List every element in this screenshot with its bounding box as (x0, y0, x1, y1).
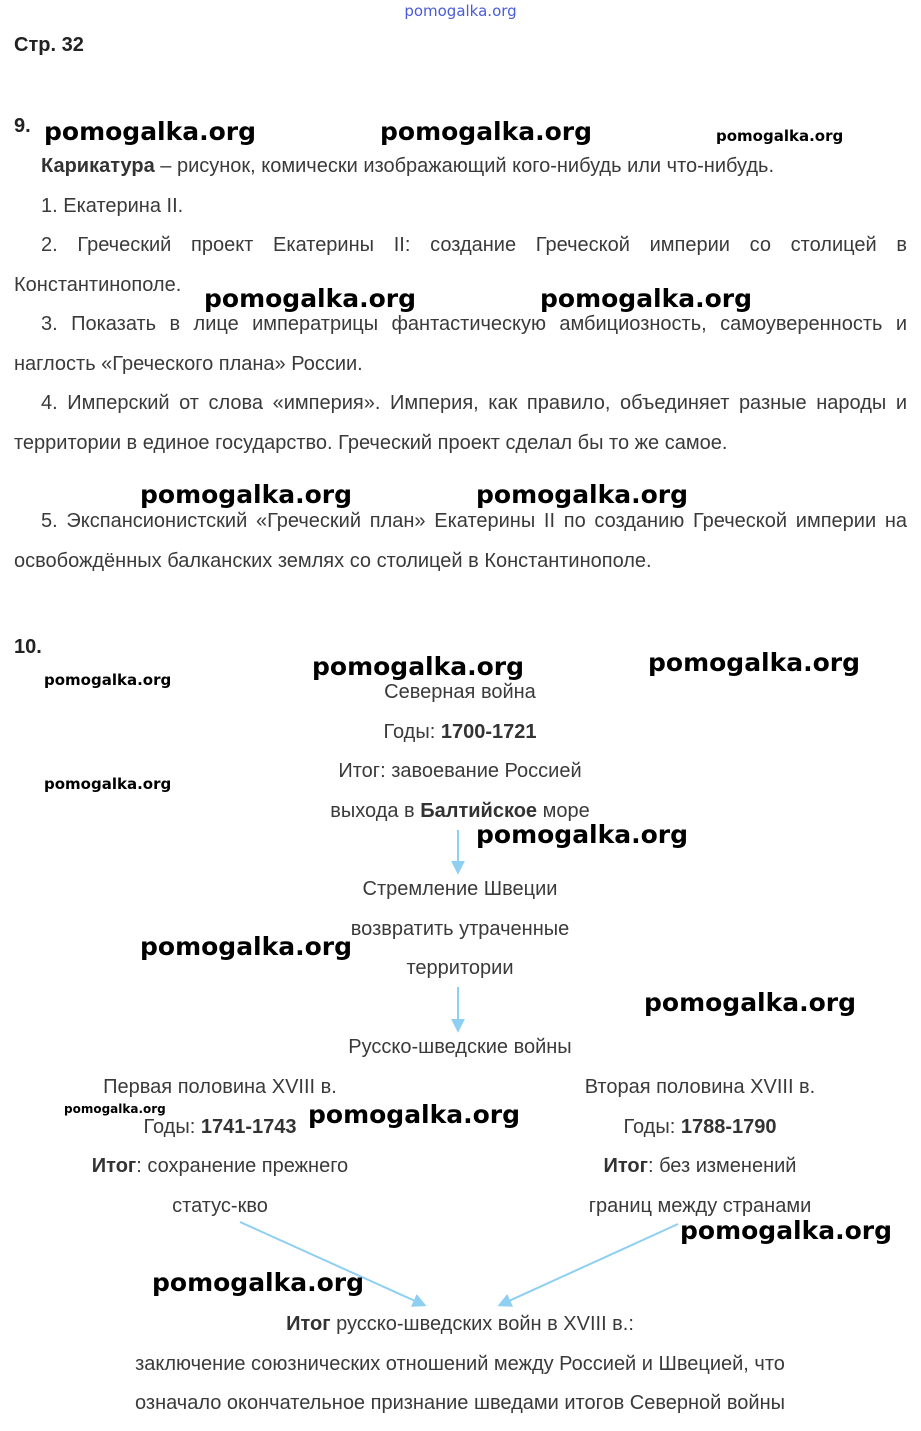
left-result-2: статус-кво (172, 1194, 268, 1217)
sweden-line: возвратить утраченные (350, 917, 570, 940)
top-watermark[interactable]: pomogalka.org (404, 2, 517, 20)
definition-term: Карикатура (41, 155, 155, 177)
result-text: : без изменений (647, 1155, 797, 1177)
years-label: Годы: (383, 720, 441, 743)
years-value: 1700-1721 (440, 720, 537, 743)
definition-text: – рисунок, комически изображающий кого-нибудь или что-нибудь. (154, 155, 774, 177)
page-label: Стр. 32 (14, 34, 84, 56)
final-line: означало окончательное признание шведами итогов Северной войны (135, 1392, 785, 1414)
watermark-text[interactable]: pomogalka.org (476, 820, 689, 849)
years-value: 1741-1743 (200, 1115, 297, 1138)
north-war-result: Итог: завоевание Россией (338, 760, 582, 782)
right-period: Вторая половина XVIII в. (584, 1076, 816, 1098)
sweden-line: территории (406, 957, 514, 979)
watermark-text[interactable]: pomogalka.org (140, 932, 353, 961)
watermark-text[interactable]: pomogalka.org (44, 775, 172, 793)
right-result-2: границ между странами (588, 1194, 812, 1217)
arrow-right-to-final (500, 1224, 678, 1305)
watermark-text[interactable]: pomogalka.org (140, 480, 353, 509)
task10-number: 10. (14, 636, 42, 658)
watermark-text[interactable]: pomogalka.org (152, 1268, 365, 1297)
result-post: море (537, 799, 590, 822)
watermark-text[interactable]: pomogalka.org (44, 671, 172, 689)
wars-title: Русско-шведские войны (348, 1036, 572, 1058)
watermark-text[interactable]: pomogalka.org (308, 1100, 521, 1129)
item-text: 1. Екатерина II. (41, 195, 184, 217)
watermark-text[interactable]: pomogalka.org (644, 988, 857, 1017)
result-text: : сохранение прежнего (136, 1155, 349, 1177)
result-label: Итог (91, 1155, 137, 1177)
watermark-text[interactable]: pomogalka.org (380, 117, 593, 146)
result-bold: Балтийское (420, 799, 538, 822)
watermark-text[interactable]: pomogalka.org (312, 652, 525, 681)
item-text: 3. Показать в лице императрицы фантастическую амбициозность, самоуверенность и наглость «Греческого плана» России. (14, 313, 907, 375)
sweden-line: Стремление Швеции (362, 878, 558, 900)
final-label: Итог (286, 1313, 331, 1335)
result-label: Итог (603, 1155, 648, 1177)
north-war-title: Северная война (384, 681, 536, 703)
item-text: 4. Имперский от слова «империя». Империя, как правило, объединяет разные народы и территории в единое государство. Греческий проект сделал бы то же самое. (14, 392, 907, 454)
item-text: 2. Греческий проект Екатерины II: создание Греческой империи со столицей в Константинополе. (14, 234, 907, 296)
watermark-text[interactable]: pomogalka.org (44, 117, 257, 146)
final-heading-text: русско-шведских войн в XVIII в.: (330, 1313, 634, 1335)
watermark-text[interactable]: pomogalka.org (476, 480, 689, 509)
watermark-text[interactable]: pomogalka.org (540, 284, 753, 313)
watermark-text[interactable]: pomogalka.org (716, 127, 844, 145)
watermark-text[interactable]: pomogalka.org (648, 648, 861, 677)
watermark-text[interactable]: pomogalka.org (204, 284, 417, 313)
task9-number: 9. (14, 115, 31, 137)
left-period: Первая половина XVIII в. (103, 1076, 337, 1098)
years-label: Годы: (143, 1115, 201, 1138)
years-value: 1788-1790 (680, 1115, 777, 1138)
item-text: 5. Экспансионистский «Греческий план» Екатерины II по созданию Греческой империи на освобождённых балканских землях со столицей в Константинополе. (14, 510, 907, 572)
watermark-text[interactable]: pomogalka.org (64, 1102, 166, 1116)
years-label: Годы: (623, 1115, 681, 1138)
watermark-text[interactable]: pomogalka.org (680, 1216, 893, 1245)
final-line: заключение союзнических отношений между Россией и Швецией, что (135, 1352, 785, 1375)
result-pre: выхода в (330, 799, 421, 822)
